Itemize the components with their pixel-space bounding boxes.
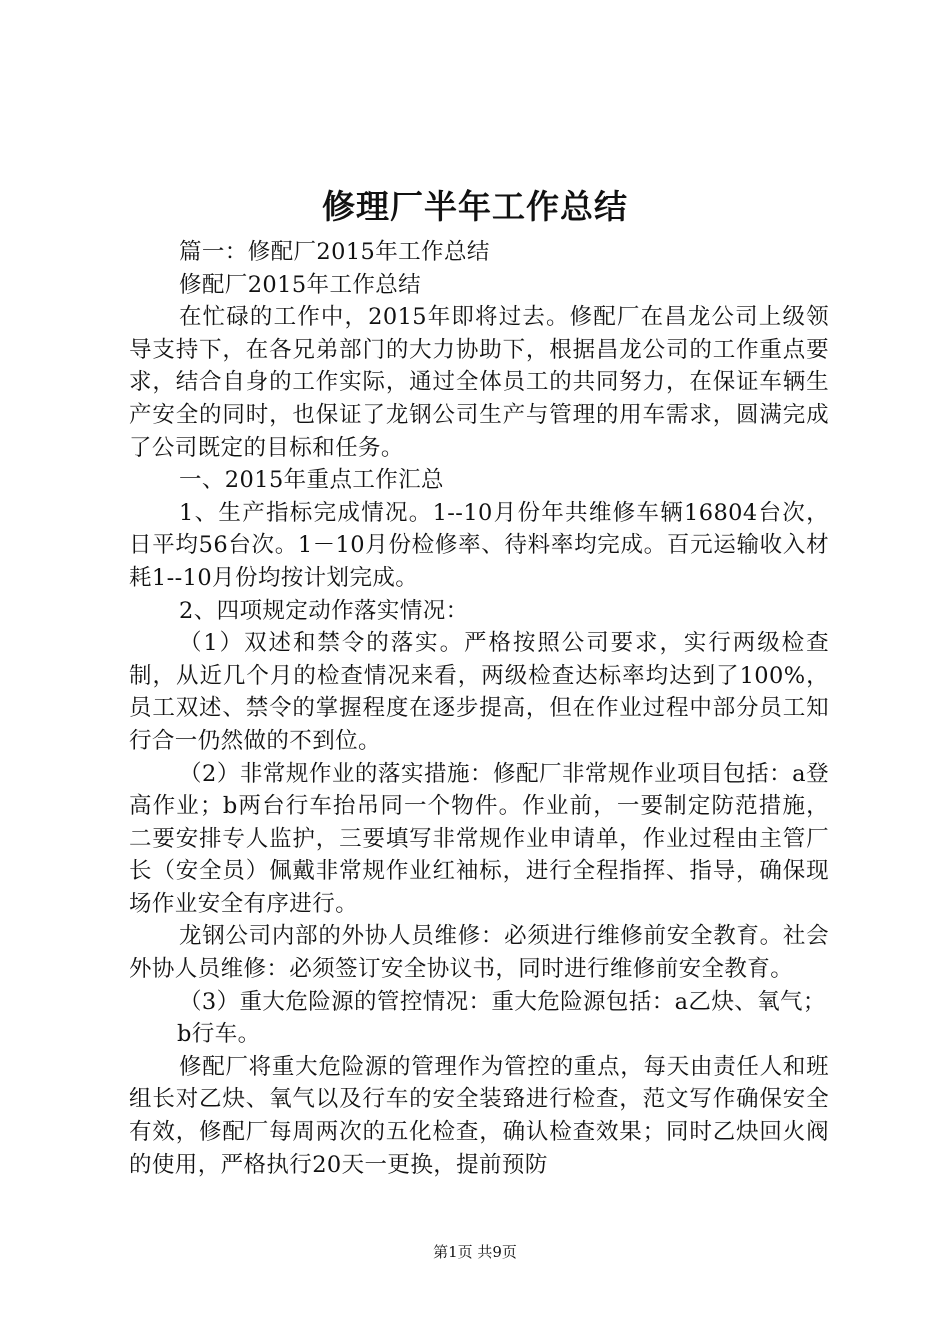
document-title: 修理厂半年工作总结 — [322, 187, 628, 226]
paragraph-subtitle: 修配厂2015年工作总结 — [179, 271, 422, 298]
paragraph-section-heading: 一、2015年重点工作汇总 — [179, 467, 444, 494]
paragraph-item-1: （1）双述和禁令的落实。严格按照公司要求，实行两级检查制，从近几个月的检查情况来看，两级检查达标率均达到了100%，员工双述、禁令的掌握程度在逐步提高，但在作业过程中部分员工知行合一仍然做的不到位。 — [129, 630, 829, 754]
document-body — [129, 236, 829, 1181]
paragraph-item-3b: b行车。 — [177, 1021, 261, 1048]
paragraph-intro: 在忙碌的工作中，2015年即将过去。修配厂在昌龙公司上级领导支持下，在各兄弟部门的大力协助下，根据昌龙公司的工作重点要求，结合自身的工作实际，通过全体员工的共同努力，在保证车辆生产安全的同时，也保证了龙钢公司生产与管理的用车需求，圆满完成了公司既定的目标和任务。 — [129, 304, 829, 461]
paragraph-item-2: （2）非常规作业的落实措施：修配厂非常规作业项目包括：a登高作业；b两台行车抬吊同一个物件。作业前，一要制定防范措施，二要安排专人监护，三要填写非常规作业申请单，作业过程由主管厂长（安全员）佩戴非常规作业红袖标，进行全程指挥、指导，确保现场作业安全有序进行。 — [129, 760, 829, 917]
paragraph-item-3: （3）重大危险源的管控情况：重大危险源包括：a乙炔、氧气； — [179, 988, 826, 1015]
paragraph-four-rules: 2、四项规定动作落实情况： — [179, 597, 469, 624]
paragraph-external-maintenance: 龙钢公司内部的外协人员维修：必须进行维修前安全教育。社会外协人员维修：必须签订安全协议书，同时进行维修前安全教育。 — [129, 923, 829, 983]
page-footer: 第1页 共9页 — [433, 1243, 517, 1261]
paragraph-part-heading: 篇一：修配厂2015年工作总结 — [179, 239, 490, 265]
paragraph-production-indicators: 1、生产指标完成情况。1--10月份年共维修车辆16804台次，日平均56台次。1－10月份检修率、待料率均完成。百元运输收入材耗1--10月份均按计划完成。 — [129, 499, 829, 591]
paragraph-hazard-management: 修配厂将重大危险源的管理作为管控的重点，每天由责任人和班组长对乙炔、氧气以及行车的安全装臵进行检查，范文写作确保安全有效，修配厂每周两次的五化检查，确认检查效果；同时乙炔回火阀的使用，严格执行20天一更换，提前预防 — [129, 1053, 829, 1178]
